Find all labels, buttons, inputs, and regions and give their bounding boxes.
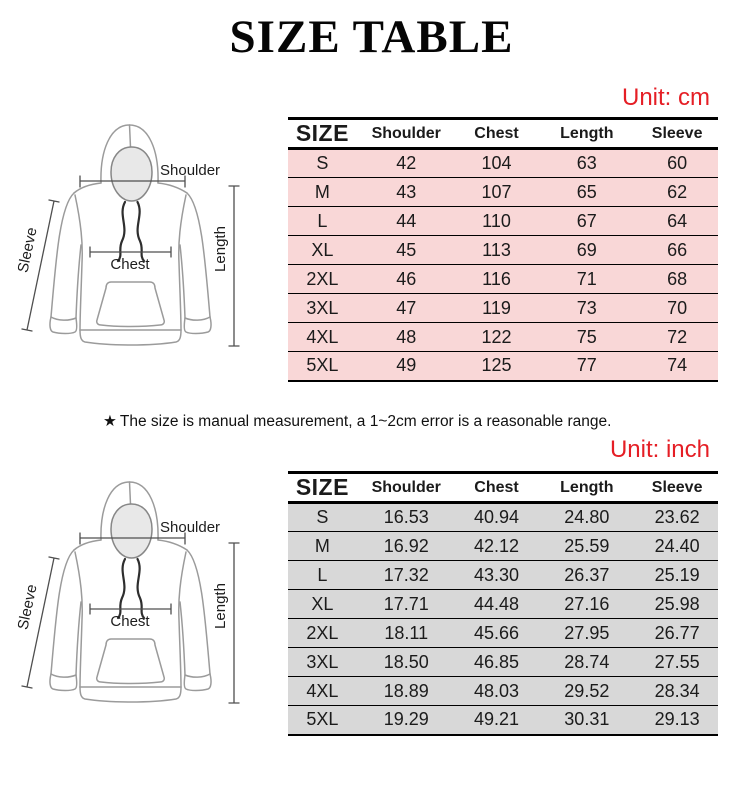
size-cell: 5XL xyxy=(288,706,357,735)
size-cell: 2XL xyxy=(288,619,357,648)
right-sleeve-outer xyxy=(187,550,210,674)
chest-cell: 125 xyxy=(456,352,538,381)
table-row-xl xyxy=(288,590,718,619)
sleeve-cell: 60 xyxy=(636,149,718,178)
sleeve-cell: 68 xyxy=(636,265,718,294)
column-header-size: SIZE xyxy=(288,473,357,503)
table-row-s xyxy=(288,149,718,178)
length-cell: 27.16 xyxy=(537,590,636,619)
hood-split-seam xyxy=(130,482,131,504)
size-cell: M xyxy=(288,532,357,561)
shoulder-cell: 49 xyxy=(357,352,456,381)
length-cell: 77 xyxy=(537,352,636,381)
table-row-s xyxy=(288,503,718,532)
size-cell: 3XL xyxy=(288,648,357,677)
hoodie-outline xyxy=(50,125,211,345)
shoulder-cell: 18.89 xyxy=(357,677,456,706)
chest-cell: 49.21 xyxy=(456,706,538,735)
left-shoulder-seam xyxy=(74,183,101,193)
length-cell: 28.74 xyxy=(537,648,636,677)
right-cuff-seam xyxy=(185,674,210,677)
table-row-4xl xyxy=(288,323,718,352)
column-header-length: Length xyxy=(537,119,636,149)
length-cell: 75 xyxy=(537,323,636,352)
sleeve-cell: 25.98 xyxy=(636,590,718,619)
hood-face-opening xyxy=(111,504,152,558)
right-cuff-seam xyxy=(185,317,210,320)
size-cell: 2XL xyxy=(288,265,357,294)
right-shoulder-seam xyxy=(158,183,187,193)
column-header-sleeve: Sleeve xyxy=(636,119,718,149)
chest-cell: 116 xyxy=(456,265,538,294)
table-row-3xl xyxy=(288,294,718,323)
column-header-shoulder: Shoulder xyxy=(357,119,456,149)
shoulder-cell: 47 xyxy=(357,294,456,323)
chest-measure-label: Chest xyxy=(110,613,150,630)
shoulder-cell: 43 xyxy=(357,178,456,207)
table-row-m xyxy=(288,532,718,561)
shoulder-cell: 44 xyxy=(357,207,456,236)
table-row-5xl xyxy=(288,706,718,735)
sleeve-cell: 62 xyxy=(636,178,718,207)
length-cell: 63 xyxy=(537,149,636,178)
left-sleeve-outer xyxy=(51,550,74,674)
chest-cell: 40.94 xyxy=(456,503,538,532)
hoodie-diagram-cm xyxy=(8,103,258,353)
column-header-length: Length xyxy=(537,473,636,503)
sleeve-measure-label: Sleeve xyxy=(14,582,41,632)
shoulder-cell: 17.32 xyxy=(357,561,456,590)
left-cuff-seam xyxy=(51,674,76,677)
size-cell: S xyxy=(288,149,357,178)
size-cell: L xyxy=(288,561,357,590)
sleeve-cell: 25.19 xyxy=(636,561,718,590)
length-cell: 67 xyxy=(537,207,636,236)
chest-cell: 104 xyxy=(456,149,538,178)
table-row-l xyxy=(288,207,718,236)
table-row-2xl xyxy=(288,619,718,648)
shoulder-measure-label: Shoulder xyxy=(160,162,221,179)
hoodie-diagram-inch xyxy=(8,460,258,710)
right-sleeve-outer xyxy=(187,193,210,317)
length-cell: 25.59 xyxy=(537,532,636,561)
sleeve-cell: 70 xyxy=(636,294,718,323)
table-row-m xyxy=(288,178,718,207)
page-title: SIZE TABLE xyxy=(229,11,514,63)
chest-cell: 46.85 xyxy=(456,648,538,677)
length-cell: 24.80 xyxy=(537,503,636,532)
right-shoulder-seam xyxy=(158,540,187,550)
shoulder-cell: 19.29 xyxy=(357,706,456,735)
left-sleeve-outer xyxy=(51,193,74,317)
sleeve-cell: 23.62 xyxy=(636,503,718,532)
length-measure-label: Length xyxy=(212,226,229,272)
chest-cell: 107 xyxy=(456,178,538,207)
kangaroo-pocket xyxy=(97,639,165,684)
size-cell: M xyxy=(288,178,357,207)
column-header-sleeve: Sleeve xyxy=(636,473,718,503)
length-measure-line xyxy=(229,543,239,703)
size-cell: 4XL xyxy=(288,323,357,352)
measurement-note xyxy=(103,412,611,431)
left-shoulder-seam xyxy=(74,540,101,550)
length-cell: 73 xyxy=(537,294,636,323)
column-header-chest: Chest xyxy=(456,473,538,503)
shoulder-measure-label: Shoulder xyxy=(160,519,221,536)
shoulder-cell: 16.92 xyxy=(357,532,456,561)
length-cell: 65 xyxy=(537,178,636,207)
length-cell: 69 xyxy=(537,236,636,265)
unit-label-cm: Unit: cm xyxy=(621,84,710,111)
sleeve-cell: 26.77 xyxy=(636,619,718,648)
size-cell: XL xyxy=(288,590,357,619)
hood-face-opening xyxy=(111,147,152,201)
hoodie-outline xyxy=(50,482,211,702)
shoulder-cell: 16.53 xyxy=(357,503,456,532)
table-row-2xl xyxy=(288,265,718,294)
table-header-row xyxy=(288,473,718,503)
hem-band xyxy=(80,687,181,702)
shoulder-cell: 18.50 xyxy=(357,648,456,677)
chest-cell: 122 xyxy=(456,323,538,352)
size-cell: L xyxy=(288,207,357,236)
chest-cell: 110 xyxy=(456,207,538,236)
hem-band xyxy=(80,330,181,345)
sleeve-cell: 66 xyxy=(636,236,718,265)
length-cell: 27.95 xyxy=(537,619,636,648)
sleeve-cell: 27.55 xyxy=(636,648,718,677)
sleeve-cell: 29.13 xyxy=(636,706,718,735)
shoulder-cell: 45 xyxy=(357,236,456,265)
shoulder-cell: 18.11 xyxy=(357,619,456,648)
measurement-note-text: The size is manual measurement, a 1~2cm error is a reasonable range. xyxy=(119,413,612,430)
table-row-3xl xyxy=(288,648,718,677)
size-table-cm xyxy=(288,117,718,382)
size-cell: 4XL xyxy=(288,677,357,706)
table-row-5xl xyxy=(288,352,718,381)
chest-measure-label: Chest xyxy=(110,256,150,273)
table-header-row xyxy=(288,119,718,149)
column-header-shoulder: Shoulder xyxy=(357,473,456,503)
chest-cell: 113 xyxy=(456,236,538,265)
sleeve-cell: 72 xyxy=(636,323,718,352)
hood-split-seam xyxy=(130,125,131,147)
sleeve-cell: 24.40 xyxy=(636,532,718,561)
star-icon: ★ xyxy=(103,413,117,430)
size-cell: 3XL xyxy=(288,294,357,323)
shoulder-cell: 46 xyxy=(357,265,456,294)
size-cell: XL xyxy=(288,236,357,265)
column-header-chest: Chest xyxy=(456,119,538,149)
chest-cell: 119 xyxy=(456,294,538,323)
length-cell: 71 xyxy=(537,265,636,294)
length-measure-label: Length xyxy=(212,583,229,629)
sleeve-cell: 64 xyxy=(636,207,718,236)
table-row-l xyxy=(288,561,718,590)
sleeve-cell: 74 xyxy=(636,352,718,381)
size-table-inch xyxy=(288,471,718,736)
chest-cell: 42.12 xyxy=(456,532,538,561)
shoulder-cell: 48 xyxy=(357,323,456,352)
chest-cell: 45.66 xyxy=(456,619,538,648)
unit-label-inch: Unit: inch xyxy=(609,436,710,463)
shoulder-cell: 42 xyxy=(357,149,456,178)
sleeve-measure-label: Sleeve xyxy=(14,225,41,275)
column-header-size: SIZE xyxy=(288,119,357,149)
chest-cell: 48.03 xyxy=(456,677,538,706)
size-cell: S xyxy=(288,503,357,532)
chest-cell: 44.48 xyxy=(456,590,538,619)
length-cell: 29.52 xyxy=(537,677,636,706)
sleeve-cell: 28.34 xyxy=(636,677,718,706)
kangaroo-pocket xyxy=(97,282,165,327)
shoulder-cell: 17.71 xyxy=(357,590,456,619)
length-cell: 26.37 xyxy=(537,561,636,590)
table-row-xl xyxy=(288,236,718,265)
length-cell: 30.31 xyxy=(537,706,636,735)
size-cell: 5XL xyxy=(288,352,357,381)
left-cuff-seam xyxy=(51,317,76,320)
table-row-4xl xyxy=(288,677,718,706)
chest-cell: 43.30 xyxy=(456,561,538,590)
length-measure-line xyxy=(229,186,239,346)
